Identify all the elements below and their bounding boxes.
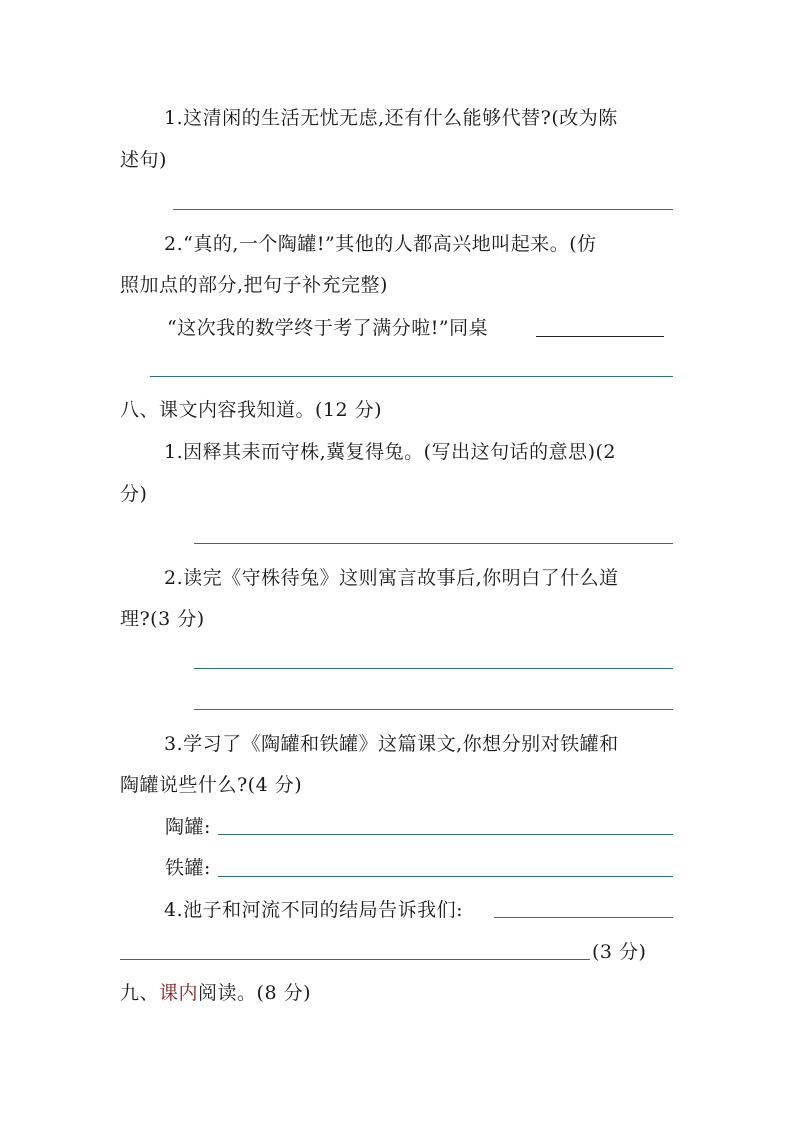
section8-title: 八、课文内容我知道。(12 分) <box>120 399 383 421</box>
s8-q4-answer-line[interactable] <box>120 959 590 960</box>
section9-middle: 课内 <box>159 982 199 1004</box>
q2-line3: “这次我的数学终于考了满分啦!”同桌 <box>167 317 489 339</box>
s8-q3-line2: 陶罐说些什么?(4 分) <box>120 774 303 796</box>
tieguan-answer-line[interactable] <box>218 876 673 877</box>
s8-q2-answer-line-2[interactable] <box>194 709 673 710</box>
s8-q1-answer-line[interactable] <box>194 543 673 544</box>
q2-line1: 2.“真的,一个陶罐!”其他的人都高兴地叫起来。(仿 <box>164 233 597 255</box>
q1-line1: 1.这清闲的生活无忧无虑,还有什么能够代替?(改为陈 <box>164 107 618 129</box>
s8-q2-line2: 理?(3 分) <box>120 608 205 630</box>
s8-q4-score: (3 分) <box>592 941 647 963</box>
q2-line2: 照加点的部分,把句子补充完整) <box>120 274 388 296</box>
s8-q2-answer-line-1[interactable] <box>194 668 673 669</box>
taoguan-label: 陶罐: <box>165 816 211 838</box>
s8-q4-inline-answer-line[interactable] <box>494 917 673 918</box>
section9-title <box>120 981 311 1005</box>
q2-answer-line[interactable] <box>150 376 673 377</box>
tieguan-label: 铁罐: <box>165 857 211 879</box>
s8-q2-line1: 2.读完《守株待兔》这则寓言故事后,你明白了什么道 <box>164 567 619 589</box>
s8-q1-line1: 1.因释其耒而守株,冀复得兔。(写出这句话的意思)(2 <box>164 441 616 463</box>
q1-answer-line[interactable] <box>173 209 673 210</box>
s8-q4-line1: 4.池子和河流不同的结局告诉我们: <box>164 899 464 921</box>
section9-prefix: 九、 <box>120 982 160 1004</box>
s8-q1-line2: 分) <box>120 483 148 505</box>
q2-inline-answer-line[interactable] <box>536 336 664 337</box>
q1-line2: 述句) <box>120 149 167 171</box>
s8-q3-line1: 3.学习了《陶罐和铁罐》这篇课文,你想分别对铁罐和 <box>164 733 619 755</box>
section9-suffix: 阅读。(8 分) <box>198 982 311 1004</box>
taoguan-answer-line[interactable] <box>218 834 673 835</box>
